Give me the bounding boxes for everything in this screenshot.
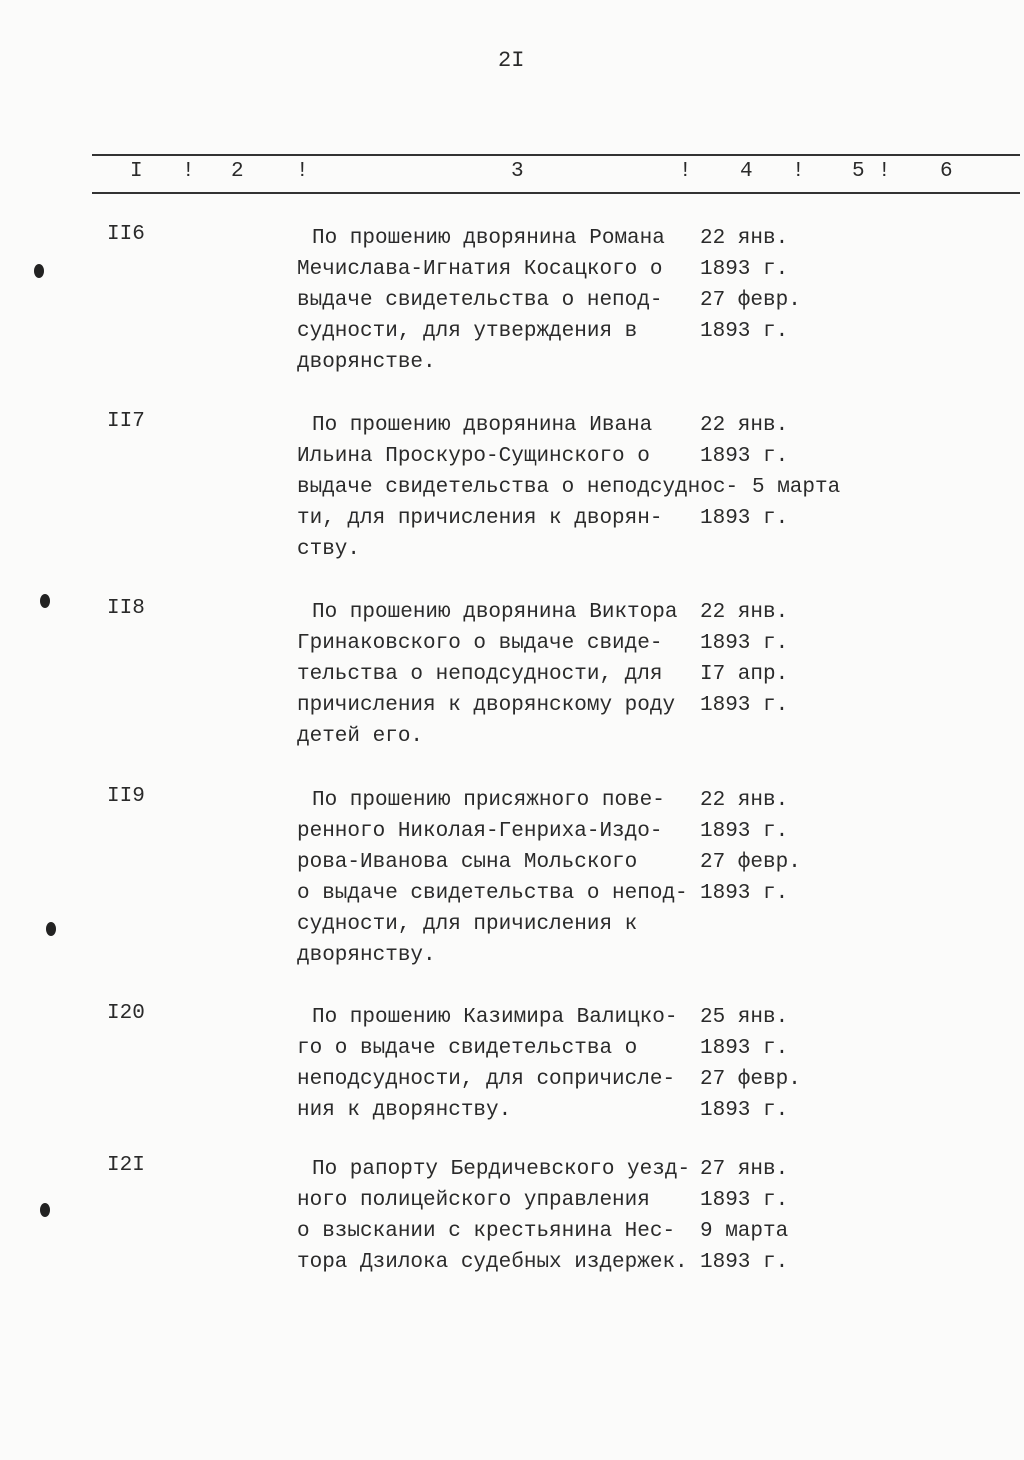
header-col-2: 2 [231,160,244,183]
binding-hole [40,594,50,608]
description-line: о взыскании с крестьянина Нес- [297,1220,676,1243]
description-line: ния к дворянству. [297,1099,512,1122]
header-col-5: 5 [852,160,865,183]
entry-description [297,223,665,378]
description-line: судности, для утверждения в [297,320,638,343]
date-line: I7 апр. [700,663,789,686]
description-line: выдаче свидетельства о непод- [297,289,663,312]
entry-number: I20 [107,1002,145,1025]
description-line: ти, для причисления к дворян- [297,507,663,530]
page-number: 2I [498,48,525,73]
description-line: Ильина Проскуро-Сущинского о [297,445,650,468]
header-separator: ! [182,160,195,183]
description-line: По прошению дворянина Виктора [312,601,678,624]
header-col-3: 3 [511,160,524,183]
date-line: 5 марта [752,476,841,499]
date-line: 27 янв. [700,1158,789,1181]
entry-description [297,1154,690,1278]
date-line: 22 янв. [700,227,789,250]
description-line: детей его. [297,725,424,748]
entry-dates [700,410,840,534]
date-line: 1893 г. [700,1037,789,1060]
binding-hole [34,264,44,278]
entry-dates [700,1002,801,1126]
description-line: судности, для причисления к [297,913,638,936]
description-line: дворянству. [297,944,436,967]
entry-number: II7 [107,410,145,433]
date-line: 27 февр. [700,851,801,874]
date-line: 1893 г. [700,258,789,281]
date-line: 1893 г. [700,882,789,905]
header-separator: ! [792,160,805,183]
entry-number: II6 [107,223,145,246]
entry-number: II9 [107,785,145,808]
date-line: 1893 г. [700,632,789,655]
date-line: 1893 г. [700,1099,789,1122]
date-line: 1893 г. [700,445,789,468]
description-line: причисления к дворянскому роду [297,694,676,717]
date-line: 27 февр. [700,1068,801,1091]
date-line: 27 февр. [700,289,801,312]
header-col-4: 4 [740,160,753,183]
date-line: 25 янв. [700,1006,789,1029]
description-line: Мечислава-Игнатия Косацкого о [297,258,663,281]
entry-description [297,1002,677,1126]
entry-description [297,785,688,971]
binding-hole [46,922,56,936]
header-top-rule [92,154,1020,156]
description-line: тельства о неподсудности, для [297,663,663,686]
entry-dates [700,785,801,909]
date-line: 1893 г. [700,820,789,843]
date-line: 9 марта [700,1220,789,1243]
header-separator: ! [878,160,891,183]
date-line: 22 янв. [700,789,789,812]
entry-number: II8 [107,597,145,620]
header-separator: ! [296,160,309,183]
date-line: 1893 г. [700,694,789,717]
date-line: 1893 г. [700,320,789,343]
header-col-6: 6 [940,160,953,183]
entry-description [297,410,738,565]
description-line: По прошению дворянина Романа [312,227,665,250]
description-line: ству. [297,538,361,561]
header-separator: ! [679,160,692,183]
header-col-1: I [130,160,143,183]
description-line: По прошению присяжного пове- [312,789,665,812]
description-line: ного полицейского управления [297,1189,650,1212]
binding-hole [40,1203,50,1217]
entry-dates [700,223,801,347]
description-line: По прошению Казимира Валицко- [312,1006,678,1029]
description-line: неподсудности, для сопричисле- [297,1068,676,1091]
date-line: 22 янв. [700,414,789,437]
entry-number: I2I [107,1154,145,1177]
description-line: ренного Николая-Генриха-Издо- [297,820,663,843]
entry-description [297,597,677,752]
description-line: го о выдаче свидетельства о [297,1037,638,1060]
entry-dates [700,597,788,721]
description-line: Гринаковского о выдаче свиде- [297,632,663,655]
description-line: дворянстве. [297,351,436,374]
description-line: По прошению дворянина Ивана [312,414,653,437]
description-line: о выдаче свидетельства о непод- [297,882,688,905]
date-line: 1893 г. [700,507,789,530]
description-line: По рапорту Бердичевского уезд- [312,1158,691,1181]
description-line: рова-Иванова сына Мольского [297,851,638,874]
description-line: тора Дзилока судебных издержек. [297,1251,688,1274]
description-line: выдаче свидетельства о неподсуднос- [297,476,739,499]
date-line: 1893 г. [700,1189,789,1212]
entry-dates [700,1154,788,1278]
date-line: 22 янв. [700,601,789,624]
header-bottom-rule [92,192,1020,194]
date-line: 1893 г. [700,1251,789,1274]
